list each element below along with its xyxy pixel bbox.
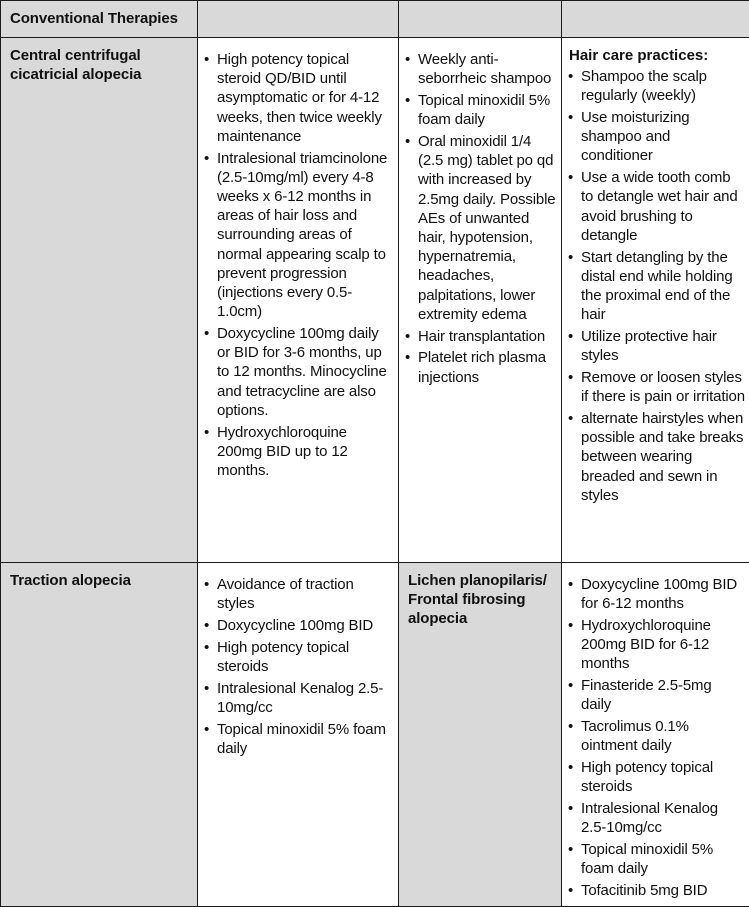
list-item-text: Topical minoxidil 5% foam daily (217, 720, 386, 757)
list-item-text: High potency topical steroid QD/BID until asymptomatic or for 4-12 weeks, then twice weekly maintenance (217, 51, 382, 145)
bullet-icon: • (204, 638, 210, 656)
therapy-cell (198, 563, 399, 907)
bullet-icon: • (568, 841, 574, 859)
hair-care-heading: Hair care practices: (569, 47, 709, 64)
list-item (204, 149, 394, 322)
therapy-list (562, 563, 749, 900)
list-item-text: Topical minoxidil 5% foam daily (418, 92, 551, 129)
therapy-list (198, 563, 398, 758)
list-item (204, 423, 394, 481)
list-item (568, 409, 745, 505)
list-item-text: High potency topical steroids (217, 638, 350, 675)
header-row (1, 1, 749, 38)
list-item-text: Shampoo the scalp regularly (weekly) (581, 68, 707, 105)
bullet-icon: • (568, 759, 574, 777)
list-item (568, 168, 745, 245)
list-item (204, 50, 394, 146)
list-item-text: Platelet rich plasma injections (418, 349, 546, 386)
list-item-text: Start detangling by the distal end while holding the proximal end of the hair (581, 248, 733, 324)
list-item (204, 638, 394, 676)
list-item (568, 840, 745, 878)
therapy-list (399, 38, 561, 387)
list-item-text: Hair transplantation (418, 327, 546, 345)
list-item-text: Tofacitinib 5mg BID (581, 882, 708, 900)
bullet-icon: • (568, 617, 574, 634)
list-item (568, 717, 745, 755)
bullet-icon: • (568, 576, 574, 593)
list-item (568, 676, 745, 714)
therapy-cell (562, 563, 749, 907)
bullet-icon: • (568, 109, 574, 126)
bullet-icon: • (204, 617, 210, 634)
header-cell-empty (399, 1, 562, 38)
list-item-text: Topical minoxidil 5% foam daily (581, 841, 714, 878)
list-item-text: Intralesional Kenalog 2.5-10mg/cc (581, 800, 718, 837)
list-item (568, 616, 745, 674)
list-item-text: alternate hairstyles when possible and take breaks between wearing breaded and sewn in styles (581, 410, 744, 504)
bullet-icon: • (204, 679, 210, 697)
list-item-text: Intralesional Kenalog 2.5-10mg/cc (217, 679, 384, 716)
bullet-icon: • (204, 576, 210, 593)
list-item (568, 758, 745, 796)
table-header: Conventional Therapies (10, 10, 178, 27)
bullet-icon: • (405, 92, 411, 109)
list-item-text: Hydroxychloroquine 200mg BID up to 12 months. (217, 423, 348, 480)
list-item-text: Hydroxychloroquine 200mg BID for 6-12 months (581, 617, 711, 673)
list-item (568, 327, 745, 365)
list-item-text: Intralesional triamcinolone (2.5-10mg/ml) every 4-8 weeks x 6-12 months in areas of hair loss and surrounding areas of normal appearing scalp to prevent progression (injections every 0.5-1.0cm) (217, 149, 388, 321)
bullet-icon: • (568, 882, 574, 900)
list-item (405, 348, 557, 386)
condition-cell (1, 563, 198, 907)
therapy-cell (198, 38, 399, 563)
list-item (204, 720, 394, 758)
bullet-icon: • (568, 328, 574, 346)
list-item (568, 248, 745, 325)
condition-label-ccca: Central centrifugal cicatricial alopecia (10, 47, 142, 83)
header-cell (1, 1, 198, 38)
list-item (204, 575, 394, 613)
list-item (204, 679, 394, 717)
list-item-text: Avoidance of traction styles (217, 576, 354, 613)
bullet-icon: • (204, 51, 210, 68)
list-item (568, 67, 745, 105)
bullet-icon: • (568, 369, 574, 387)
row-ccca (1, 38, 749, 563)
bullet-icon: • (204, 325, 210, 343)
header-cell-empty (198, 1, 399, 38)
list-item (405, 327, 557, 346)
bullet-icon: • (568, 68, 574, 85)
list-item (405, 91, 557, 129)
list-item-text: Weekly anti-seborrheic shampoo (418, 51, 552, 88)
bullet-icon: • (204, 149, 210, 167)
list-item-text: Doxycycline 100mg daily or BID for 3-6 months, up to 12 months. Minocycline and tetracycline are also options. (217, 325, 387, 419)
list-item (568, 575, 745, 613)
list-item-text: Use moisturizing shampoo and conditioner (581, 109, 690, 165)
list-item-text: Oral minoxidil 1/4 (2.5 mg) tablet po qd with increased by 2.5mg daily. Possible AEs of unwanted hair, hypotension, hypernatremia, headaches, palpitations, lower extremity edema (418, 133, 556, 323)
bullet-icon: • (568, 677, 574, 695)
hair-care-list (562, 66, 749, 505)
list-item-text: High potency topical steroids (581, 759, 714, 796)
bullet-icon: • (405, 133, 411, 150)
list-item (568, 108, 745, 166)
list-item (568, 368, 745, 406)
condition-cell (1, 38, 198, 563)
bullet-icon: • (568, 718, 574, 736)
list-item (204, 616, 394, 635)
bullet-icon: • (568, 169, 574, 187)
therapy-list (198, 38, 398, 480)
bullet-icon: • (568, 800, 574, 818)
hair-care-cell (562, 38, 749, 563)
list-item-text: Tacrolimus 0.1% ointment daily (581, 718, 689, 755)
condition-label-lpp-ffa: Lichen planopilaris/ Frontal fibrosing alopecia (408, 572, 547, 627)
list-item (405, 50, 557, 88)
condition-cell (399, 563, 562, 907)
bullet-icon: • (204, 720, 210, 738)
list-item-text: Utilize protective hair styles (581, 328, 717, 365)
bullet-icon: • (405, 349, 411, 367)
therapy-cell (399, 38, 562, 563)
bullet-icon: • (568, 248, 574, 266)
bullet-icon: • (405, 327, 411, 345)
list-item-text: Doxycycline 100mg BID (217, 617, 374, 634)
list-item-text: Doxycycline 100mg BID for 6-12 months (581, 576, 738, 613)
list-item-text: Finasteride 2.5-5mg daily (581, 677, 712, 714)
row-traction-lpp (1, 563, 749, 907)
list-item (405, 132, 557, 324)
list-item (204, 324, 394, 420)
list-item (568, 799, 745, 837)
list-item-text: Remove or loosen styles if there is pain or irritation (581, 369, 745, 406)
bullet-icon: • (204, 423, 210, 441)
bullet-icon: • (568, 410, 574, 428)
condition-label-traction: Traction alopecia (10, 572, 131, 589)
header-cell-empty (562, 1, 749, 38)
list-item (568, 881, 745, 900)
list-item-text: Use a wide tooth comb to detangle wet hair and avoid brushing to detangle (581, 169, 738, 244)
bullet-icon: • (405, 51, 411, 68)
